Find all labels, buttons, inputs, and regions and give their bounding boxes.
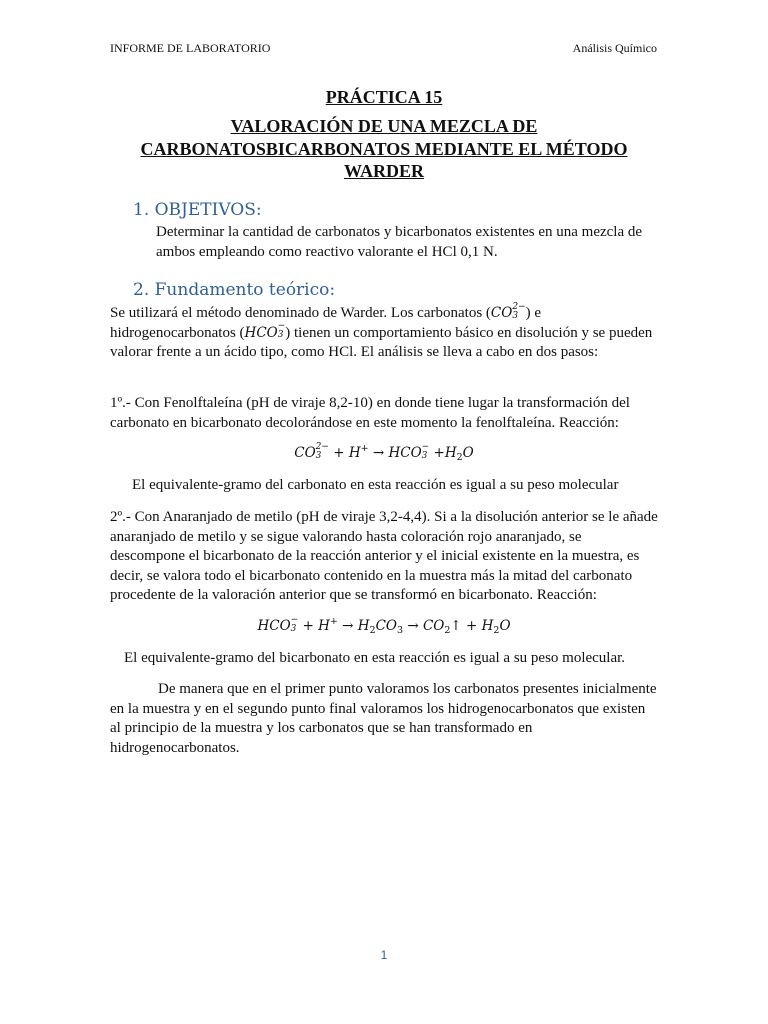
step-1-text: 1º.- Con Fenolftaleína (pH de viraje 8,2-10) en donde tiene lugar la transformación del carbonato en bicarbonato decolorándose en este momento la fenolftaleína. Reacción:: [110, 395, 630, 431]
intro-text-2: ) e hidrogenocarbonatos (: [110, 305, 541, 341]
document-title: VALORACIÓN DE UNA MEZCLA DE CARBONATOSBICARBONATOS MEDIANTE EL MÉTODO WARDER: [140, 116, 628, 181]
header-left: INFORME DE LABORATORIO: [110, 41, 271, 55]
theory-heading: 2. Fundamento teórico:: [133, 280, 336, 300]
step-2-text: 2º.- Con Anaranjado de metilo (pH de viraje 3,2-4,4). Si a la disolución anterior se le añade anaranjado de metilo y se sigue valorando hasta coloración rojo anaranjado, se descompone el bicarbonato de la reacción anterior y el inicial existente en la muestra, es decir, se valora todo el bicarbonato contenido en la muestra más la mitad del carbonato procedente de la valoración anterior que se transformó en bicarbonato. Reacción:: [110, 509, 658, 603]
reaction-2-equation: HCO − 3 + $H^+ \to H_2CO_3$ → $CO_2↑ + H_2O$: [257, 614, 511, 636]
carbonate-formula: CO 2− 3: [490, 301, 526, 321]
practice-title: PRÁCTICA 15: [325, 87, 443, 107]
theory-intro: [110, 301, 658, 363]
equivalent-bicarbonate-text: El equivalente-gramo del bicarbonato en esta reacción es igual a su peso molecular.: [124, 650, 626, 666]
header-right: Análisis Químico: [572, 41, 657, 55]
intro-text-1: Se utilizará el método denominado de Warder. Los carbonatos (: [110, 305, 491, 321]
objectives-text: Determinar la cantidad de carbonatos y bicarbonatos existentes en una mezcla de ambos empleando como reactivo valorante el HCl 0,1 N.: [156, 224, 643, 260]
objectives-heading: 1. OBJETIVOS:: [133, 200, 262, 220]
page-number: 1: [380, 948, 388, 962]
equivalent-carbonate-text: El equivalente-gramo del carbonato en esta reacción es igual a su peso molecular: [132, 477, 619, 493]
intro-text-3: ) tienen un comportamiento básico en disolución y se pueden valorar frente a un ácido tipo, como HCl. El análisis se lleva a cabo en dos pasos:: [110, 324, 653, 360]
bicarbonate-formula: HCO − 3: [244, 321, 286, 341]
conclusion-text: De manera que en el primer punto valoramos los carbonatos presentes inicialmente en la muestra y en el segundo punto final valoramos los hidrogenocarbonatos que existen al principio de la muestra y los carbonatos que se han transformado en hidrogenocarbonatos.: [110, 681, 657, 756]
page-header: [110, 40, 657, 56]
reaction-1-equation: CO 2− 3 + H+ → HCO − 3 $+H_2O$: [294, 441, 474, 463]
